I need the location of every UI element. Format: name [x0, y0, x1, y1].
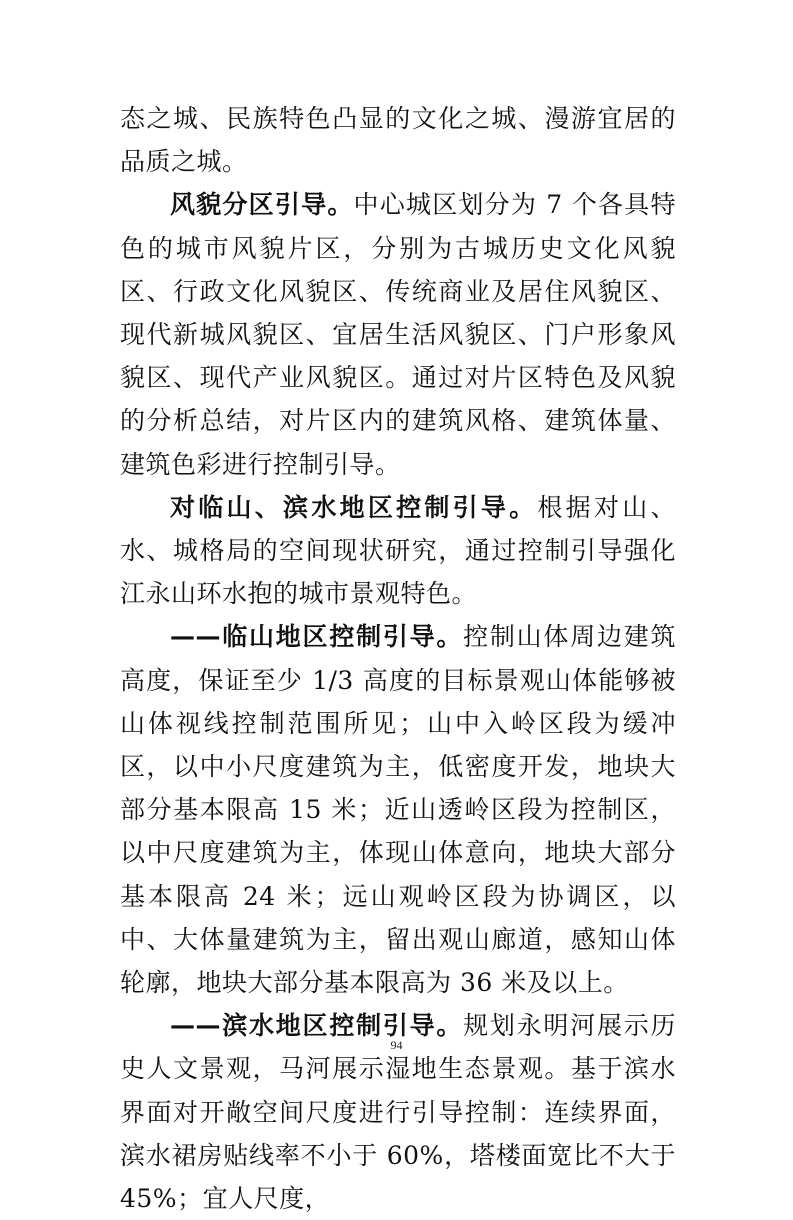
- paragraph-waterfront-area-control: [120, 1004, 676, 1220]
- paragraph-continuation: [120, 97, 676, 183]
- paragraph-text: 规划永明河展示历史人文景观，马河展示湿地生态景观。基于滨水界面对开敞空间尺度进行引导控制：连续界面，滨水裙房贴线率不小于 60%，塔楼面宽比不大于 45%；宜人尺度，: [120, 1011, 676, 1214]
- paragraph-text: 态之城、民族特色凸显的文化之城、漫游宜居的品质之城。: [120, 104, 676, 177]
- paragraph-text: 控制山体周边建筑高度，保证至少 1/3 高度的目标景观山体能够被山体视线控制范围所见；山中入岭区段为缓冲区，以中小尺度建筑为主，低密度开发，地块大部分基本限高 15 米；近山透岭区段为控制区，以中尺度建筑为主，体现山体意向，地块大部分基本限高 24 米；远山观岭区段为协调区，以中、大体量建筑为主，留出观山廊道，感知山体轮廓，地块大部分基本限高为 36 米及以上。: [120, 622, 676, 998]
- paragraph-heading: 对临山、滨水地区控制引导。: [170, 492, 538, 522]
- paragraph-heading: 风貌分区引导。: [170, 190, 354, 220]
- paragraph-mountain-area-control: [120, 615, 676, 1004]
- paragraph-heading: ——滨水地区控制引导。: [170, 1011, 464, 1041]
- page-number: 94: [390, 1038, 403, 1052]
- paragraph-mountain-water-control: [120, 486, 676, 616]
- paragraph-heading: ——临山地区控制引导。: [170, 622, 464, 652]
- paragraph-text: 中心城区划分为 7 个各具特色的城市风貌片区，分别为古城历史文化风貌区、行政文化风貌区、传统商业及居住风貌区、现代新城风貌区、宜居生活风貌区、门户形象风貌区、现代产业风貌区。通过对片区特色及风貌的分析总结，对片区内的建筑风格、建筑体量、建筑色彩进行控制引导。: [120, 190, 676, 479]
- paragraph-style-zoning: [120, 183, 676, 485]
- paragraph-text: 根据对山、水、城格局的空间现状研究，通过控制引导强化江永山环水抱的城市景观特色。: [120, 492, 676, 609]
